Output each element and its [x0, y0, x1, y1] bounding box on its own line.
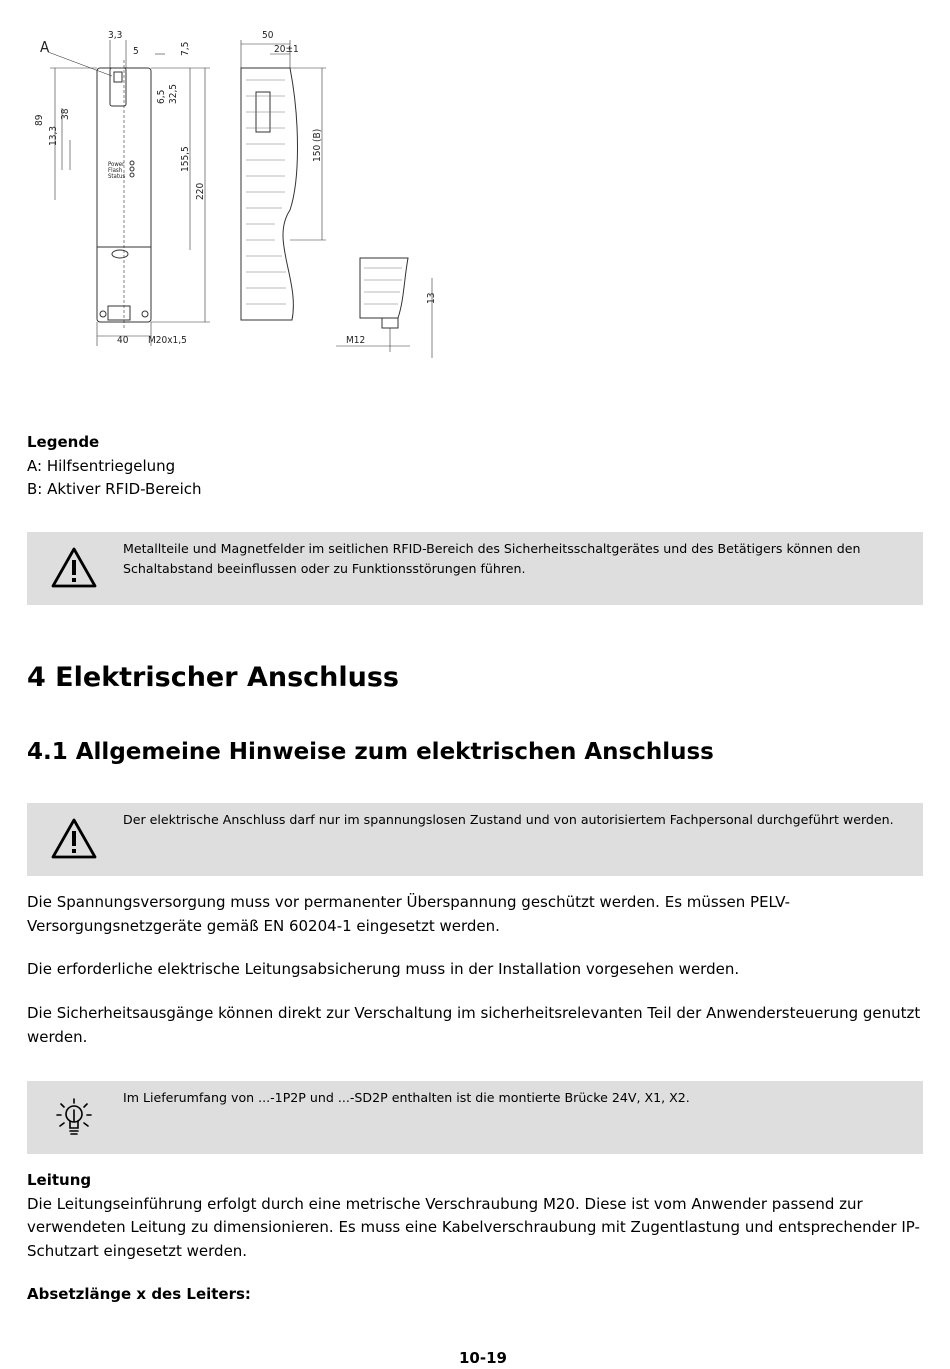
dim-32-5: 32,5: [168, 83, 179, 104]
warning-text-electrical: Der elektrische Anschluss darf nur im spannungslosen Zustand und von autorisiertem Fachpersonal durchgeführt werden.: [123, 812, 894, 827]
warning-notice-rfid: [27, 532, 923, 605]
warning-text-rfid: Metallteile und Magnetfelder im seitlichen RFID-Bereich des Sicherheitsschaltgerätes und des Betätigers können den Schaltabstand beeinflussen oder zu Funktionsstörungen führen.: [123, 541, 861, 576]
legend: [27, 431, 202, 502]
section-heading: 4 Elektrischer Anschluss: [27, 662, 399, 693]
paragraph-fuse: Die erforderliche elektrische Leitungsabsicherung muss in der Installation vorgesehen werden.: [27, 960, 740, 978]
dim-50: 50: [262, 30, 274, 41]
dim-150: 150 (B): [312, 128, 323, 162]
legend-item-a: A: Hilfsentriegelung: [27, 456, 176, 475]
dim-38: 38: [60, 108, 71, 120]
dim-20: 20±1: [274, 44, 299, 55]
paragraph-safety-outputs: Die Sicherheitsausgänge können direkt zur Verschaltung im sicherheitsrelevanten Teil der Anwendersteuerung genutzt werden.: [27, 1004, 921, 1046]
dim-40: 40: [117, 335, 129, 346]
paragraph-power-supply: Die Spannungsversorgung muss vor permanenter Überspannung geschützt werden. Es müssen PELV-Versorgungsnetzgeräte gemäß EN 60204-1 eingesetzt werden.: [27, 893, 791, 935]
cable-title: Leitung: [27, 1171, 92, 1189]
warning-icon: [51, 817, 97, 859]
led-status-label: Status: [108, 173, 126, 180]
led-power-label: Power: [108, 161, 125, 168]
thread-m12: M12: [346, 335, 366, 346]
label-a: A: [40, 38, 50, 56]
dim-155-5: 155,5: [180, 146, 191, 172]
strip-length-heading: Absetzlänge x des Leiters:: [27, 1285, 251, 1303]
dim-13-3: 13,3: [48, 125, 59, 146]
legend-title: Legende: [27, 433, 100, 451]
warning-notice-electrical: [27, 803, 923, 876]
subsection-heading: 4.1 Allgemeine Hinweise zum elektrischen Anschluss: [27, 739, 714, 765]
dim-5: 5: [133, 46, 139, 57]
technical-drawing: [28, 24, 448, 369]
warning-icon: [51, 546, 97, 588]
lightbulb-icon: [55, 1097, 93, 1139]
tip-notice: [27, 1081, 923, 1154]
tip-text: Im Lieferumfang von ...-1P2P und ...-SD2P enthalten ist die montierte Brücke 24V, X1, X2.: [123, 1090, 690, 1105]
dim-7-5: 7,5: [180, 41, 191, 56]
dim-89: 89: [34, 114, 45, 126]
dim-6-5: 6,5: [156, 89, 167, 104]
legend-item-b: B: Aktiver RFID-Bereich: [27, 480, 202, 498]
thread-m20: M20x1,5: [148, 335, 187, 346]
page-number: 10-19: [459, 1349, 507, 1367]
dim-13: 13: [426, 292, 437, 304]
dim-220: 220: [195, 182, 206, 200]
led-flash-label: Flash: [108, 167, 123, 174]
cable-section: [27, 1169, 927, 1263]
cable-text: Die Leitungseinführung erfolgt durch eine metrische Verschraubung M20. Diese ist vom Anwender passend zur verwendeten Leitung zu dimensionieren. Es muss eine Kabelverschraubung mit Zugentlastung und entsprechender IP-Schutzart eingesetzt werden.: [27, 1194, 920, 1260]
dim-3-3: 3,3: [108, 30, 123, 41]
